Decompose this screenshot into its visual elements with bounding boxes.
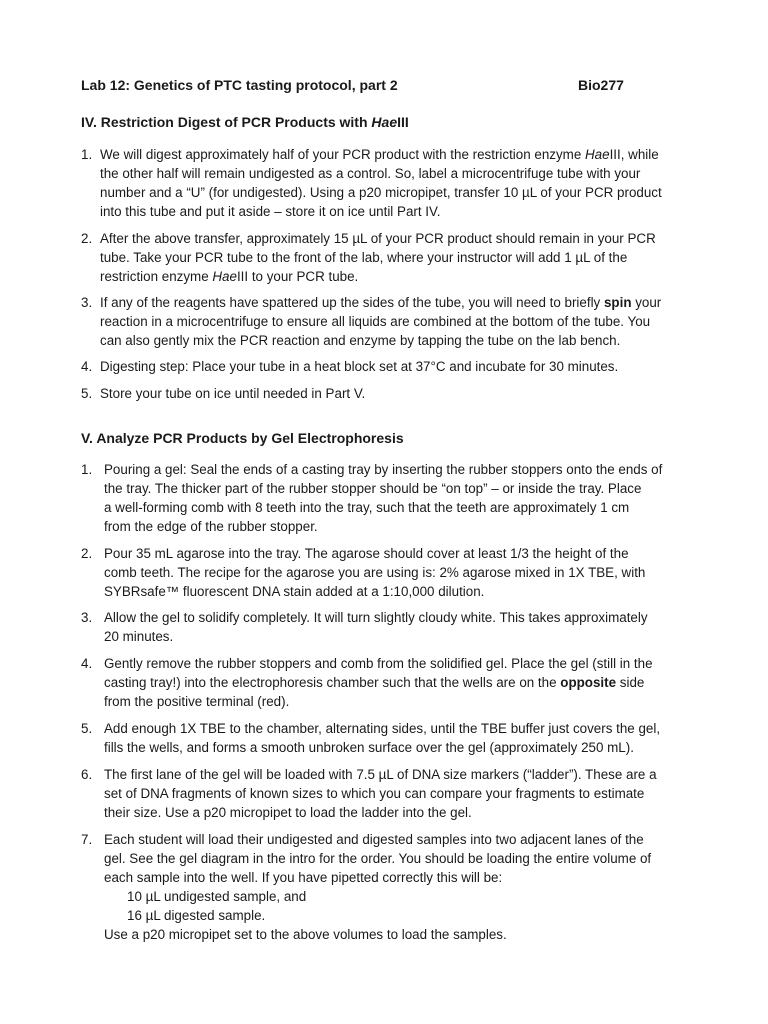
course-code: Bio277 — [578, 77, 624, 93]
text-span: We will digest approximately half of your PCR product with the restriction enzyme — [100, 147, 585, 162]
section-5-title: V. Analyze PCR Products by Gel Electrophoresis — [81, 430, 404, 446]
text-line: 16 µL digested sample. — [127, 908, 266, 923]
text-line — [100, 267, 688, 286]
text-line: Use a p20 micropipet set to the above volumes to load the samples. — [104, 927, 507, 942]
text-line: set of DNA fragments of known sizes to which you can compare your fragments to estimate — [104, 786, 645, 801]
item-number: 7. — [81, 832, 93, 847]
item-number: 3. — [81, 295, 93, 310]
text-line: After the above transfer, approximately 15 µL of your PCR product should remain in your PCR — [100, 231, 656, 246]
text-line: reaction in a microcentrifuge to ensure all liquids are combined at the bottom of the tube. You — [100, 314, 651, 329]
item-number: 4. — [81, 656, 93, 671]
text-line: from the edge of the rubber stopper. — [104, 519, 318, 534]
text-line: 20 minutes. — [104, 629, 174, 644]
text-line: the tray. The thicker part of the rubber stopper should be “on top” – or inside the tray. Place — [104, 481, 642, 496]
text-line — [100, 293, 688, 312]
text-line: Add enough 1X TBE to the chamber, alternating sides, until the TBE buffer just covers the gel, — [104, 721, 661, 736]
document-page: Lab 12: Genetics of PTC tasting protocol, part 2 Bio277 IV. Restriction Digest of PCR Products with HaeIII 1. We will digest approximately half of your PCR product with the restriction enzyme HaeIII, while the other half will remain undigested as a control. So, label a microcentrifuge tube with your number and a “U” (for undigested). Using a p20 micropipet, transfer 10 µL of your PCR product into this tube and put it aside – store it on ice until Part IV. 2. After the above transfer, approximately 15 µL of your PCR product should remain in your PCR tube. Take your PCR tube to the front of the lab, where your instructor will add 1 µL of the restriction enzyme HaeIII to your PCR tube. 3. If any of the reagents have spattered up the sides of the tube, you will need to briefly spin your reaction in a microcentrifuge to ensure all liquids are combined at the bottom of the tube. You can also gently mix the PCR reaction and enzyme by tapping the tube on the lab bench. 4. Digesting step: Place your tube in a heat block set at 37°C and incubate for 30 minutes. 5. Store your tube on ice until needed in Part V. V. Analyze PCR Products by Gel Electrophoresis 1. Pouring a gel: Seal the ends of a casting tray by inserting the rubber stoppers onto the ends of the tray. The thicker part of the rubber stopper should be “on top” – or inside the tray. Place a well-forming comb with 8 teeth into the tray, such that the teeth are approximately 1 cm from the edge of the rubber stopper. 2. Pour 35 mL agarose into the tray. The agarose should cover at least 1/3 the height of the comb teeth. The recipe for the agarose you are using is: 2% agarose mixed in 1X TBE, with SYBRsafe™ fluorescent DNA stain added at a 1:10,000 dilution. 3. Allow the gel to solidify completely. It will turn slightly cloudy white. This takes approximately 20 minutes. 4. Gently remove the rubber stoppers and comb from the solidified gel. Place the gel (still in the casting tray!) into the electrophoresis chamber such that the wells are on the opposite side from the positive terminal (red). 5. Add enough 1X TBE to the chamber, alternating sides, until the TBE buffer just covers the gel, fills the wells, and forms a smooth unbroken surface over the gel (approximately 250 mL). 6. The first lane of the gel will be loaded with 7.5 µL of DNA size markers (“ladder”). These are a set of DNA fragments of known sizes to which you can compare your fragments to estimate their size. Use a p20 micropipet to load the ladder into the gel. 7. Each student will load their undigested and digested samples into two adjacent lanes of the gel. See the gel diagram in the intro for the order. You should be loading the entire volume of each sample into the well. If you have pipetted correctly this will be: 10 µL undigested sample, and 16 µL digested sample. Use a p20 micropipet set to the above volumes to load the samples. — [0, 0, 768, 1024]
item-number: 1. — [81, 147, 93, 162]
text-span: If any of the reagents have spattered up the sides of the tube, you will need to briefly — [100, 295, 604, 310]
text-span: III to your PCR tube. — [236, 269, 359, 284]
text-line: from the positive terminal (red). — [104, 694, 290, 709]
text-line: Gently remove the rubber stoppers and comb from the solidified gel. Place the gel (still in the — [104, 656, 653, 671]
lab-title: Lab 12: Genetics of PTC tasting protocol, part 2 — [81, 77, 398, 93]
text-line: a well-forming comb with 8 teeth into the tray, such that the teeth are approximately 1 cm — [104, 500, 630, 515]
text-span: your — [631, 295, 662, 310]
item-number: 4. — [81, 359, 93, 374]
text-span: side — [616, 675, 645, 690]
item-number: 2. — [81, 546, 93, 561]
text-line: tube. Take your PCR tube to the front of the lab, where your instructor will add 1 µL of the — [100, 250, 628, 265]
item-number: 2. — [81, 231, 93, 246]
text-line: Each student will load their undigested and digested samples into two adjacent lanes of the — [104, 832, 644, 847]
item-number: 5. — [81, 386, 93, 401]
text-line: gel. See the gel diagram in the intro for the order. You should be loading the entire volume of — [104, 851, 652, 866]
text-line: can also gently mix the PCR reaction and enzyme by tapping the tube on the lab bench. — [100, 333, 621, 348]
item-number: 6. — [81, 767, 93, 782]
text-line: each sample into the well. If you have pipetted correctly this will be: — [104, 870, 503, 885]
text-line: the other half will remain undigested as a control. So, label a microcentrifuge tube with your — [100, 166, 641, 181]
item-number: 1. — [81, 462, 93, 477]
text-line: 10 µL undigested sample, and — [127, 889, 307, 904]
text-line: number and a “U” (for undigested). Using a p20 micropipet, transfer 10 µL of your PCR product — [100, 185, 662, 200]
section-4-title: IV. Restriction Digest of PCR Products with HaeIII — [81, 114, 409, 130]
document-header — [81, 76, 641, 96]
text-span: casting tray!) into the electrophoresis chamber such that the wells are on the — [104, 675, 561, 690]
text-line: Allow the gel to solidify completely. It will turn slightly cloudy white. This takes approximately — [104, 610, 648, 625]
text-span: restriction enzyme — [100, 269, 213, 284]
text-span: III, while — [609, 147, 659, 162]
text-span: Hae — [212, 269, 237, 284]
text-line — [104, 673, 688, 692]
text-line: Pour 35 mL agarose into the tray. The agarose should cover at least 1/3 the height of the — [104, 546, 629, 561]
text-span: spin — [603, 295, 632, 310]
text-span: opposite — [560, 675, 617, 690]
item-number: 3. — [81, 610, 93, 625]
text-line: comb teeth. The recipe for the agarose you are using is: 2% agarose mixed in 1X TBE, with — [104, 565, 646, 580]
text-line: SYBRsafe™ fluorescent DNA stain added at a 1:10,000 dilution. — [104, 584, 485, 599]
item-number: 5. — [81, 721, 93, 736]
text-span: Hae — [585, 147, 610, 162]
text-line: The first lane of the gel will be loaded with 7.5 µL of DNA size markers (“ladder”). These are a — [104, 767, 657, 782]
text-line: into this tube and put it aside – store it on ice until Part IV. — [100, 204, 441, 219]
text-line: their size. Use a p20 micropipet to load the ladder into the gel. — [104, 805, 472, 820]
text-line: fills the wells, and forms a smooth unbroken surface over the gel (approximately 250 mL). — [104, 740, 634, 755]
text-line: Pouring a gel: Seal the ends of a casting tray by inserting the rubber stoppers onto the ends of — [104, 462, 663, 477]
text-line — [100, 145, 688, 164]
